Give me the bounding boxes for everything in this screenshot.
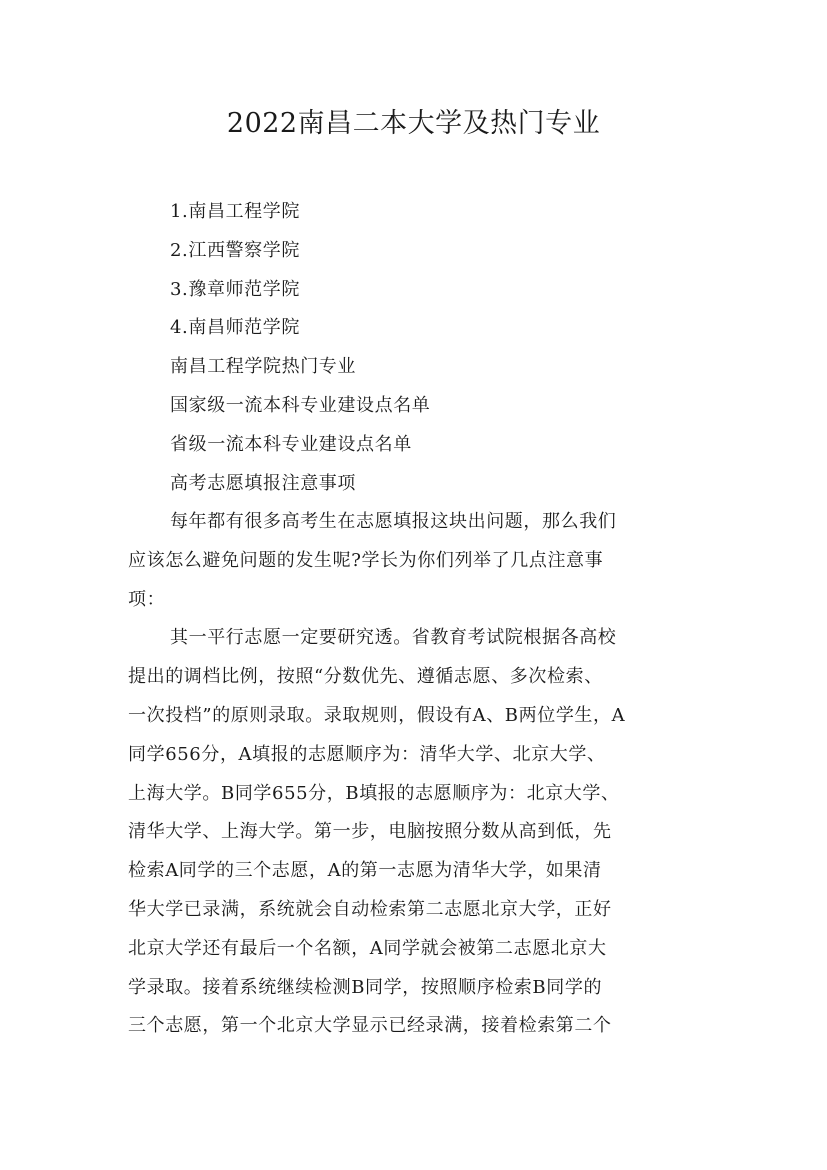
list-item: 省级一流本科专业建设点名单 — [170, 433, 412, 455]
university-list — [170, 193, 430, 503]
body-text — [128, 503, 713, 1046]
text-line: 学录取。接着系统继续检测B同学，按照顺序检索B同学的 — [128, 976, 603, 998]
paragraph-intro — [128, 503, 713, 619]
list-item: 南昌工程学院热门专业 — [170, 356, 356, 378]
list-item: 1.南昌工程学院 — [170, 201, 300, 222]
text-line: 华大学已录满，系统就会自动检索第二志愿北京大学，正好 — [128, 898, 612, 920]
text-line: 同学656分，A填报的志愿顺序为：清华大学、北京大学、 — [128, 743, 606, 765]
list-item: 2.江西警察学院 — [170, 239, 300, 261]
text-line: 北京大学还有最后一个名额，A同学就会被第二志愿北京大 — [128, 937, 607, 959]
text-line: 项： — [128, 588, 166, 610]
text-line: 清华大学、上海大学。第一步，电脑按照分数从高到低，先 — [128, 821, 612, 843]
list-item: 国家级一流本科专业建设点名单 — [170, 394, 431, 416]
text-line: 每年都有很多高考生在志愿填报这块出问题，那么我们 — [170, 511, 617, 532]
text-line: 其一平行志愿一定要研究透。省教育考试院根据各高校 — [170, 627, 617, 649]
text-line: 三个志愿，第一个北京大学显示已经录满，接着检索第二个 — [128, 1015, 612, 1037]
text-line: 应该怎么避免问题的发生呢?学长为你们列举了几点注意事 — [128, 549, 604, 571]
paragraph-parallel-volunteer — [128, 619, 713, 1046]
list-item: 4.南昌师范学院 — [170, 317, 300, 339]
page-title: 2022南昌二本大学及热门专业 — [226, 108, 601, 139]
text-line: 提出的调档比例，按照“分数优先、遵循志愿、多次检索、 — [128, 666, 603, 688]
text-line: 检索A同学的三个志愿，A的第一志愿为清华大学，如果清 — [128, 860, 602, 882]
text-line: 上海大学。B同学655分，B填报的志愿顺序为：北京大学、 — [128, 782, 620, 804]
list-item: 高考志愿填报注意事项 — [170, 472, 356, 494]
list-item: 3.豫章师范学院 — [170, 278, 300, 300]
text-line: 一次投档”的原则录取。录取规则，假设有A、B两位学生，A — [128, 704, 626, 726]
